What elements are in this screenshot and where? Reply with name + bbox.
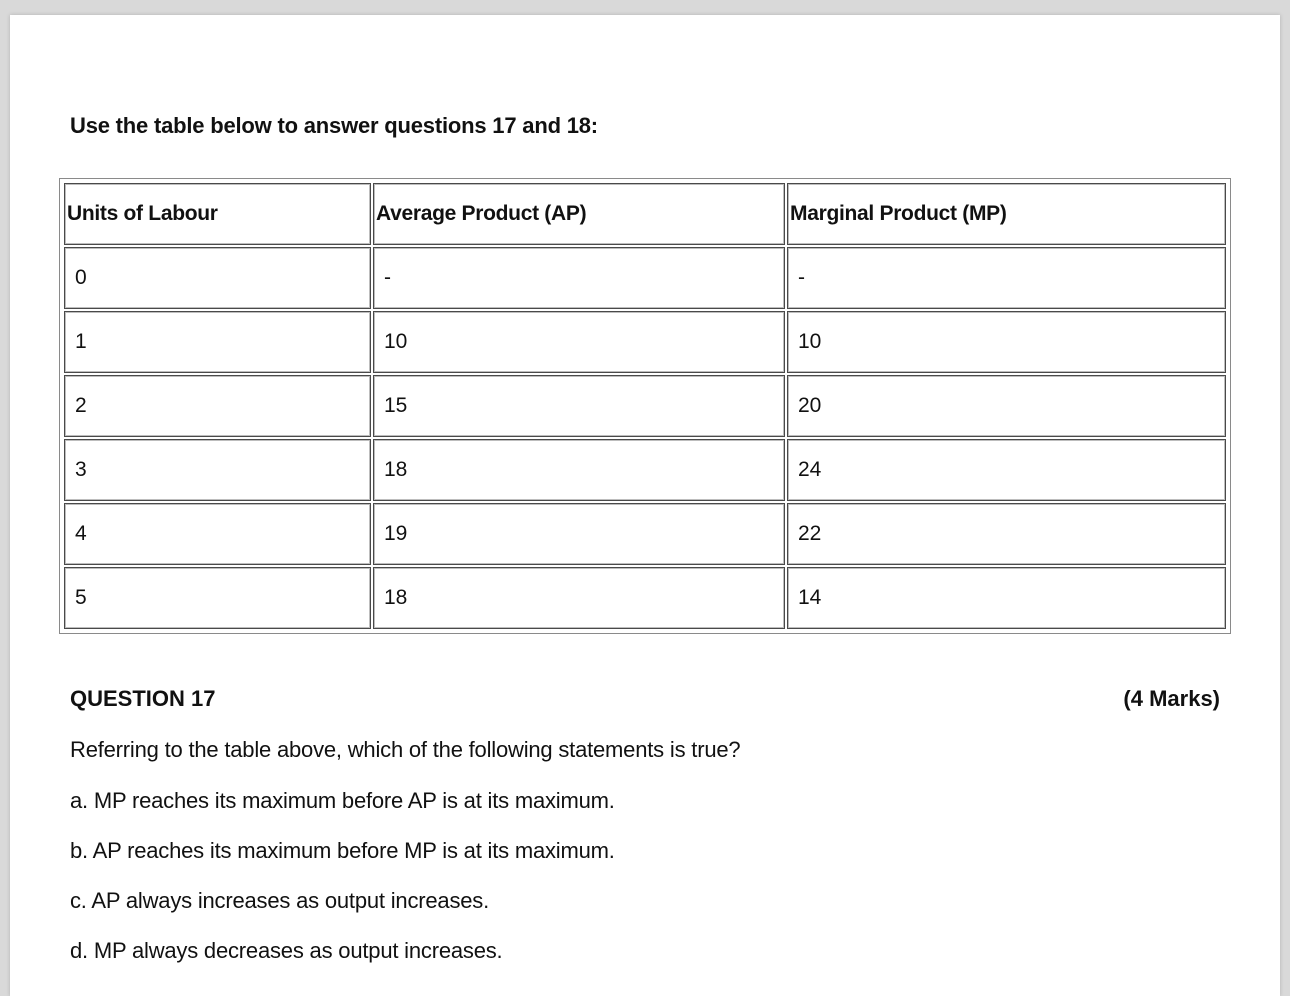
cell-units: 3 — [64, 439, 371, 501]
table-instructions: Use the table below to answer questions 17 and 18: — [70, 113, 598, 138]
question-prompt: Referring to the table above, which of the following statements is true? — [70, 737, 741, 762]
cell-ap: 18 — [373, 567, 785, 629]
table-header-row — [64, 183, 1226, 245]
header-units-of-labour: Units of Labour — [64, 183, 371, 245]
option-b: b. AP reaches its maximum before MP is at its maximum. — [70, 838, 615, 863]
header-average-product: Average Product (AP) — [373, 183, 785, 245]
table-row — [64, 567, 1226, 629]
production-table-frame — [59, 178, 1231, 634]
cell-units: 4 — [64, 503, 371, 565]
option-a: a. MP reaches its maximum before AP is at its maximum. — [70, 788, 615, 813]
document-page — [10, 15, 1280, 996]
table-row — [64, 439, 1226, 501]
cell-mp: 24 — [787, 439, 1226, 501]
cell-ap: 19 — [373, 503, 785, 565]
option-c: c. AP always increases as output increases. — [70, 888, 489, 913]
table-row — [64, 247, 1226, 309]
cell-mp: 20 — [787, 375, 1226, 437]
question-title: QUESTION 17 — [70, 686, 216, 711]
cell-mp: 14 — [787, 567, 1226, 629]
cell-ap: 15 — [373, 375, 785, 437]
table-row — [64, 503, 1226, 565]
cell-units: 1 — [64, 311, 371, 373]
production-table — [62, 181, 1228, 631]
cell-ap: 18 — [373, 439, 785, 501]
table-row — [64, 375, 1226, 437]
header-marginal-product: Marginal Product (MP) — [787, 183, 1226, 245]
cell-ap: 10 — [373, 311, 785, 373]
cell-units: 0 — [64, 247, 371, 309]
cell-mp: - — [787, 247, 1226, 309]
cell-units: 2 — [64, 375, 371, 437]
cell-ap: - — [373, 247, 785, 309]
cell-mp: 22 — [787, 503, 1226, 565]
cell-mp: 10 — [787, 311, 1226, 373]
table-row — [64, 311, 1226, 373]
question-marks: (4 Marks) — [1123, 686, 1220, 711]
cell-units: 5 — [64, 567, 371, 629]
option-d: d. MP always decreases as output increases. — [70, 938, 503, 963]
